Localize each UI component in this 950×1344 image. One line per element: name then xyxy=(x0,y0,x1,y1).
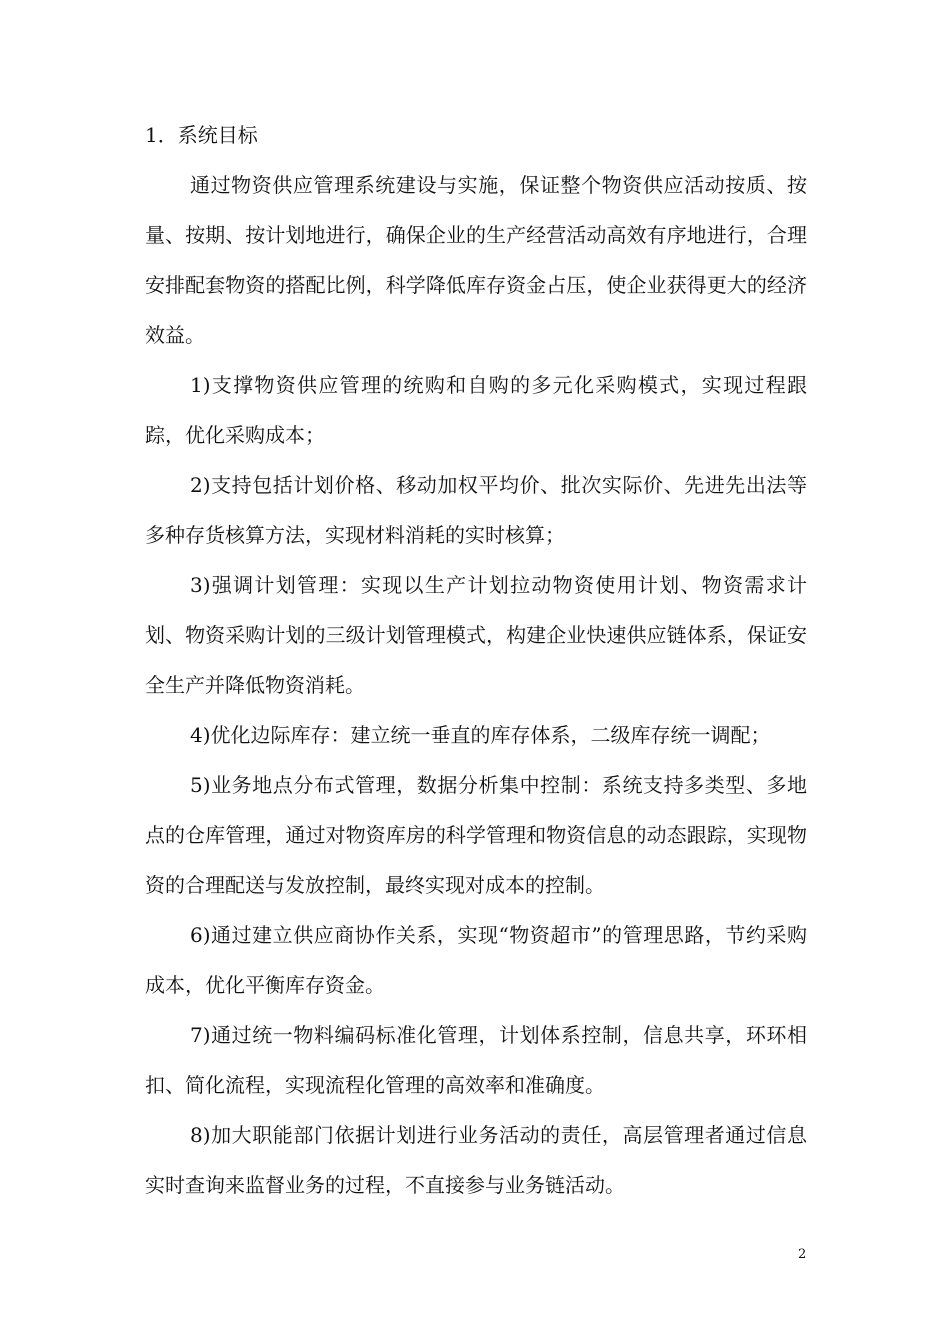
paragraph-item-4: 4)优化边际库存：建立统一垂直的库存体系，二级库存统一调配； xyxy=(190,723,771,747)
paragraph-item-8: 8)加大职能部门依据计划进行业务活动的责任，高层管理者通过信息实时查询来监督业务的过程，不直接参与业务链活动。 xyxy=(145,1123,807,1197)
paragraph-item-5: 5)业务地点分布式管理，数据分析集中控制：系统支持多类型、多地点的仓库管理，通过对物资库房的科学管理和物资信息的动态跟踪，实现物资的合理配送与发放控制，最终实现对成本的控制。 xyxy=(145,773,807,897)
section-heading: 1．系统目标 xyxy=(145,123,258,147)
paragraph-item-6: 6)通过建立供应商协作关系，实现“物资超市”的管理思路，节约采购成本，优化平衡库存资金。 xyxy=(145,923,807,997)
page-number: 2 xyxy=(798,1247,807,1262)
paragraph-item-7: 7)通过统一物料编码标准化管理，计划体系控制，信息共享，环环相扣、简化流程，实现流程化管理的高效率和准确度。 xyxy=(145,1023,807,1097)
paragraph-item-3: 3)强调计划管理：实现以生产计划拉动物资使用计划、物资需求计划、物资采购计划的三级计划管理模式，构建企业快速供应链体系，保证安全生产并降低物资消耗。 xyxy=(145,573,807,697)
paragraph-item-1: 1)支撑物资供应管理的统购和自购的多元化采购模式，实现过程跟踪，优化采购成本； xyxy=(145,373,807,447)
paragraph-item-2: 2)支持包括计划价格、移动加权平均价、批次实际价、先进先出法等多种存货核算方法，实现材料消耗的实时核算； xyxy=(145,473,807,547)
paragraph-intro: 通过物资供应管理系统建设与实施，保证整个物资供应活动按质、按量、按期、按计划地进行，确保企业的生产经营活动高效有序地进行，合理安排配套物资的搭配比例，科学降低库存资金占压，使企业获得更大的经济效益。 xyxy=(145,173,807,347)
